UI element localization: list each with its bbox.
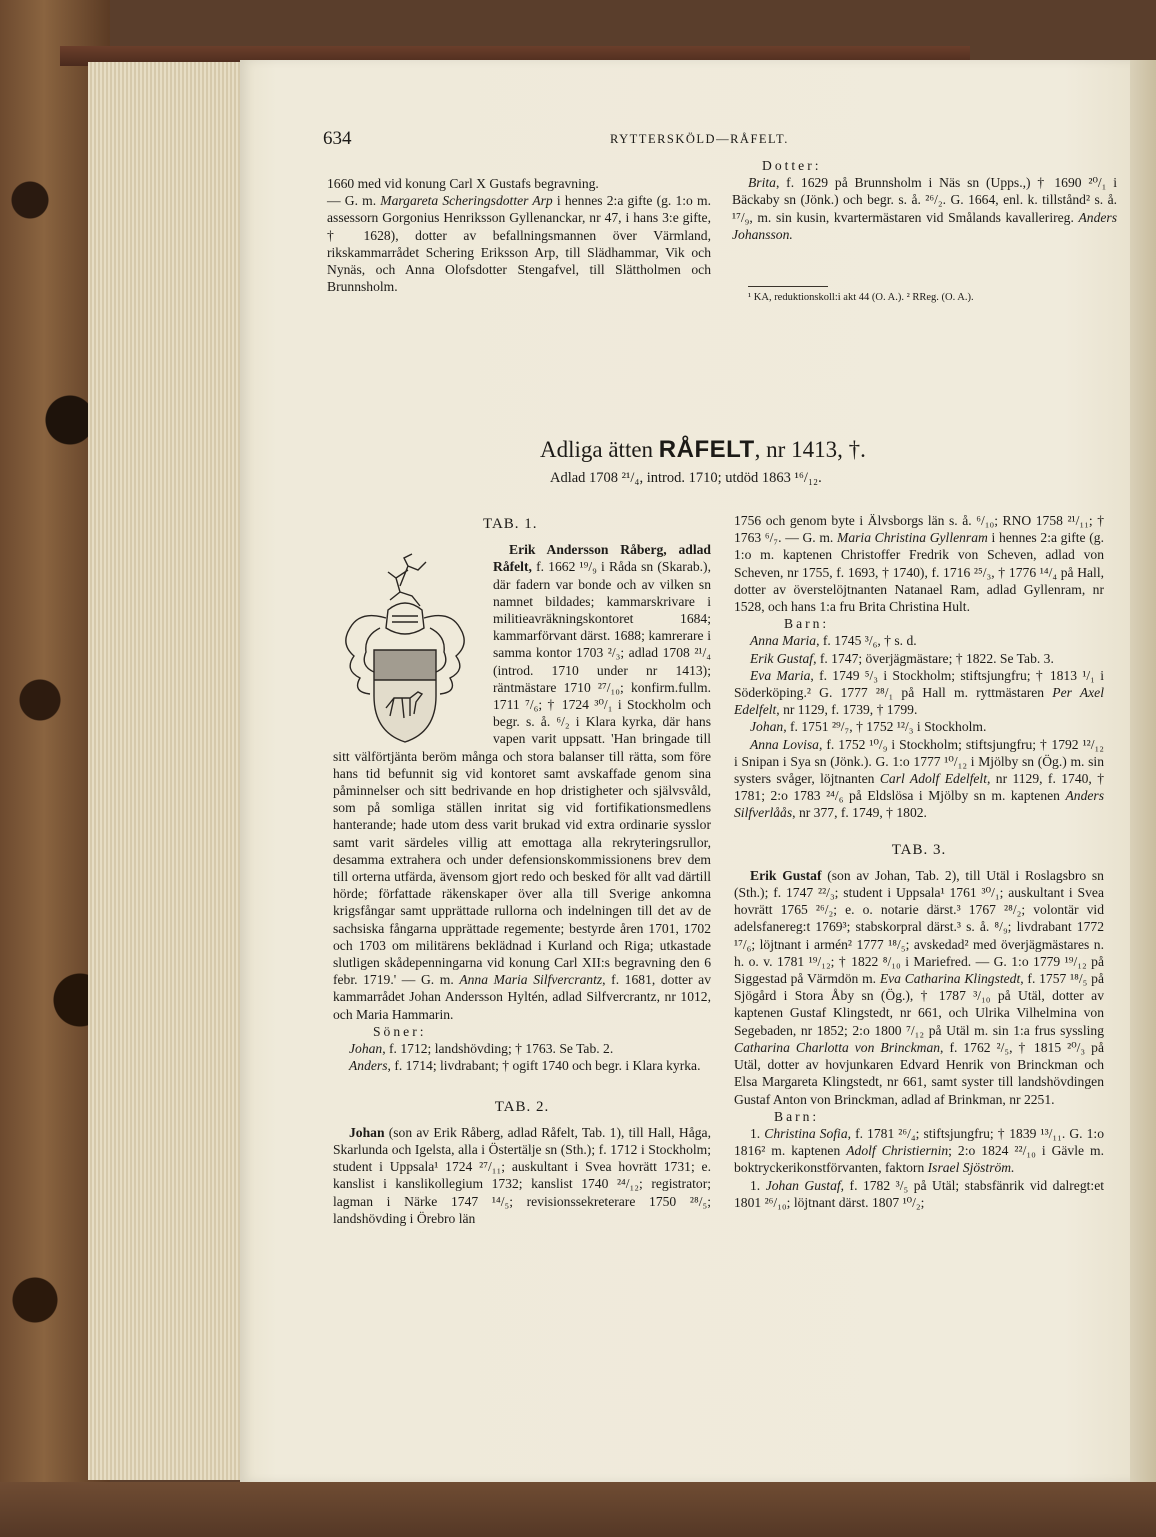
top-right-column: [732, 157, 1117, 243]
person-name: Anna Lovisa: [750, 736, 819, 752]
text: , f. 1752 ¹⁰/₉ i Stockholm; stiftsjungfru; † 1792 ¹²/₁₂ i Snipan i Sya sn (Jönk.). G. 1:o 1777 ¹⁰/₁₂ i Mjölby sn (Ög.) m. sin systers svåger, löjtnanten: [734, 736, 1104, 787]
person-name: Per Axel Edelfelt: [734, 685, 1104, 718]
paragraph: [732, 174, 1117, 243]
person-name: Brita: [748, 175, 776, 191]
text: , f. 1751 ²⁹/₇, † 1752 ¹²/₃ i Stockholm.: [783, 719, 987, 735]
paragraph: [734, 512, 1104, 615]
person-name: Christina Sofia: [764, 1125, 848, 1141]
subheading-soner: Söner:: [373, 1023, 427, 1039]
text: , f. 1782 ³/₅ på Utäl; stabsfänrik vid dalregt:et 1801 ²⁶/₁₀; löjtnant därst. 1807 ¹⁰/₂;: [734, 1177, 1105, 1210]
right-column: [734, 512, 1104, 1211]
subheading-dotter: Dotter:: [762, 158, 822, 173]
paragraph: [734, 718, 1104, 735]
person-name: Israel Sjöström.: [927, 1160, 1015, 1176]
text: , nr 377, f. 1749, † 1802.: [792, 805, 927, 821]
person-name: Carl Adolf Edelfelt: [879, 771, 987, 787]
section-title: [540, 436, 866, 464]
text: , f. 1712; landshövding; † 1763. Se Tab. 2.: [382, 1041, 614, 1057]
person-name: Erik Gustaf: [750, 650, 814, 666]
text: 1.: [750, 1177, 766, 1193]
paragraph: [333, 1040, 711, 1057]
page-stack: [88, 62, 258, 1480]
person-name: Johan: [349, 1041, 383, 1057]
text: , nr 1129, f. 1739, † 1799.: [776, 702, 918, 718]
person-name: Eva Maria: [750, 667, 811, 683]
paragraph: [734, 667, 1104, 719]
person-name: Erik Andersson Råberg, adlad Råfelt,: [493, 542, 711, 575]
footnote: ¹ KA, reduktionskoll:i akt 44 (O. A.). ² RReg. (O. A.).: [748, 292, 974, 303]
text: , f. 1747; överjägmästare; † 1822. Se Tab. 3.: [813, 650, 1054, 666]
text: f. 1662 ¹⁹/₉ i Råda sn (Skarab.), där fadern var bonde och av vilken sn namnet bildades; kammarskrivare i militieavräkningskontoret 1684; kammarförvant därst. 1688; kamrerare i samma kontor 1703 ²/₃; adlad 1708 ²¹/₄ (introd. 1710 under nr 1413); räntmästare 1710 ²⁷/₁₀; konfirm.fullm. 1711 ⁷/₆; † 1724 ³⁰/₁ i Stockholm och begr. s. å. ⁶/₂ i Klara kyrka, där hans vapen varit uppsatt. 'Han bringade till sitt välförtjänta beröm många och stora balanser till rätta, som före hans tid befunnit sig vid kontoret samt avskaffade genom sina påminnelser och sitt bedrivande en hop dristigheter och självsvåld, som på somliga ställen inritat sig vid fortifikationsmedlens hanterande; hade utom dess varit brukad vid extra ordinarie sysslor samt varit särdeles villig att emottaga alla rekryteringsrullor, desamma extrahera och under defensionskommissionens brev dem till orterna utfärda, ävensom gjort redo och besked för allt vad därtill hörde; författade räkenskaper över alla till Sverige ankomna krigsfångar samt upprättade rullorna och indelningen till det av de sachsiska fångarna upprättade regemente; bestyrde åren 1701, 1702 och 1703 om militärens beklädnad i Kurland och Riga; utkastade slutligen skådepenningarna vid konung Carl XII:s begravning den 6 febr. 1719.' — G. m.: [333, 559, 711, 988]
paragraph: [333, 1124, 711, 1227]
subheading-barn: Barn:: [784, 616, 830, 632]
tab-3-heading: TAB. 3.: [891, 841, 947, 858]
person-name: Anna Maria: [750, 633, 817, 649]
book-bottom-edge: [0, 1482, 1156, 1537]
text: (son av Erik Råberg, adlad Råfelt, Tab. 1), till Hall, Håga, Skarlunda och Igelsta, alla i Östertälje sn (Sth.); f. 1712 i Stockholm; student i Uppsala¹ 1724 ²⁷/₁₁; auskultant i Svea hovrätt 1731; e. kanslist i kanslikollegium 1732; kanslist 1740 ²⁴/₁₂; registrator; lagman i Närke 1747 ¹⁴/₅; revisionssekreterare 1750 ²⁸/₅; landshövding i Örebro län: [333, 1124, 711, 1226]
footnote-rule: [748, 286, 828, 287]
person-name: Johan: [750, 719, 784, 735]
person-name: Anders Silfverlåås: [734, 788, 1104, 821]
next-page-edge: [1130, 60, 1156, 1482]
text: i hennes 2:a gifte (g. 1:o m. kaptenen Christoffer Fredrik von Scheven, adlad von Scheven, nr 1755, f. 1693, † 1740), f. 1716 ²⁵/₃, † 1776 ¹⁴/₄ på Hall, dotter av överstelöjtnanten Natanael Ram, adlad Gyllenram, nr 1528, och hans 1:a fru Brita Christina Hult.: [734, 530, 1104, 615]
paragraph: [734, 632, 1104, 649]
tab-2-heading: TAB. 2.: [494, 1098, 550, 1115]
person-name: Adolf Christiernin: [846, 1143, 949, 1159]
paragraph: [734, 1177, 1104, 1211]
person-name: Anna Maria Silfvercrantz: [459, 972, 603, 988]
coat-of-arms-icon: [330, 548, 480, 748]
running-title: RYTTERSKÖLD—RÅFELT.: [610, 132, 789, 146]
text: ; 2:o 1824 ²²/₁₀ i Gävle m. boktryckerikonstförvanten, faktorn: [734, 1143, 1104, 1176]
text: 1.: [750, 1125, 765, 1141]
person-name: Johan: [349, 1124, 385, 1140]
text: , f. 1762 ²/₅, † 1815 ²⁰/₃ på Utäl, dotter av hovjunkaren Edvard Henrik von Brinckman och Elsa Margareta Klingstedt, nr 661, samt syster till landshövdingen Gustaf Anton von Brinckman, adlad af Brinkman, nr 2251.: [734, 1039, 1104, 1107]
person-name: Maria Christina Gyllenram: [837, 530, 988, 546]
page-number: 634: [323, 128, 352, 149]
person-name: Eva Catharina Klingstedt: [879, 971, 1021, 987]
person-name: Margareta Scheringsdotter Arp: [380, 193, 553, 209]
text: 1756 och genom byte i Älvsborgs län s. å. ⁶/₁₀; RNO 1758 ²¹/₁₁; † 1763 ⁶/₇. — G. m.: [734, 513, 1104, 546]
family-name: RÅFELT: [658, 436, 755, 463]
paragraph: [734, 867, 1104, 1108]
text: , f. 1745 ³/₆, † s. d.: [816, 633, 917, 649]
text: i hennes 2:a gifte (g. 1:o m. assessorn Gorgonius Henriksson Gyllenanckar, nr 47, i hans 3:e gifte, † 1628), dotter av befallningsmannen över Värmland, rikskammarrådet Schering Eriksson Arp, till Slädhammar, Vik och Nynäs, och Anna Olofsdotter Stengafvel, till Slättholmen och Brunnsholm.: [327, 193, 711, 295]
text: , f. 1629 på Brunnsholm i Näs sn (Upps.,) † 1690 ²⁰/₁ i Bäckaby sn (Jönk.) och begr. s. å. ²⁶/₂. G. 1664, enl. k. tillstånd² s. å. ¹⁷/₉, m. sin kusin, kvartermästaren vid Smålands kavallerireg.: [732, 175, 1117, 225]
person-name: Anders: [349, 1058, 388, 1074]
tab-1-heading: TAB. 1.: [483, 516, 538, 532]
text: , f. 1749 ⁵/₃ i Stockholm; stiftsjungfru; † 1813 ¹/₁ i Söderköping.² G. 1777 ²⁸/₁ på Hall m. ryttmästaren: [734, 667, 1104, 701]
text: , nr 1129, f. 1740, † 1781; 2:o 1783 ²⁴/₆ på Eldslösa i Mjölby sn m. kaptenen: [734, 771, 1104, 804]
text: — G. m.: [327, 193, 381, 209]
paragraph: [734, 650, 1104, 667]
text: , f. 1681, dotter av kammarrådet Johan Andersson Hyltén, adlad Silfvercrantz, nr 1012, och Maria Hammarin.: [333, 972, 711, 1022]
text: , f. 1757 ¹⁸/₅ på Sjögård i Stora Åby sn (Ög.), † 1787 ³/₁₀ på Utäl, dotter av kaptenen Gustaf Klingstedt, nr 661, och Ulrika Vilhelmina von Segebaden, nr 1852; 2:o 1800 ⁷/₁₂ på Utäl m. sin 1:a frus syssling: [734, 971, 1104, 1038]
person-name: Catharina Charlotta von Brinckman: [734, 1039, 941, 1055]
top-left-column: [327, 175, 711, 295]
person-name: Erik Gustaf: [750, 867, 822, 883]
paragraph: [333, 1057, 711, 1074]
text: 1660 med vid konung Carl X Gustafs begravning.: [327, 176, 599, 191]
text: , f. 1781 ²⁶/₄; stiftsjungfru; † 1839 ¹³/₁₁. G. 1:o 1816² m. kaptenen: [734, 1125, 1104, 1159]
paragraph: [734, 736, 1104, 822]
subheading-barn-2: Barn:: [774, 1108, 820, 1124]
paragraph: [734, 1125, 1104, 1177]
paragraph: [327, 175, 711, 295]
title-text: , nr 1413, †.: [754, 437, 866, 462]
text: , f. 1714; livdrabant; † ogift 1740 och begr. i Klara kyrka.: [387, 1058, 701, 1074]
text: (son av Johan, Tab. 2), till Utäl i Roslagsbro sn (Sth.); f. 1747 ²²/₃; student i Uppsala¹ 1761 ³⁰/₁; auskultant i Svea hovrätt 1765 ²⁶/₂; e. o. notarie därst.³ 1767 ²⁸/₂; volontär vid adelsfanereg:t 1769³; stabskorpral därst.³ s. å. ⁸/₉; livdrabant 1772 ¹⁷/₆; löjtnant i armén² 1777 ¹⁸/₅; avskedad² med överjägmästares n. h. o. v. 1781 ¹⁹/₁₂; † 1822 ⁸/₁₀ i Mariefred. — G. 1:o 1779 ¹⁹/₁₂ på Siggestad på Värmdön m.: [734, 867, 1104, 987]
title-text: Adliga ätten: [540, 437, 654, 462]
person-name: Anders Johansson.: [732, 209, 1117, 242]
section-subtitle: Adlad 1708 ²¹/₄, introd. 1710; utdöd 1863 ¹⁶/₁₂.: [550, 470, 822, 486]
person-name: Johan Gustaf: [765, 1177, 841, 1193]
